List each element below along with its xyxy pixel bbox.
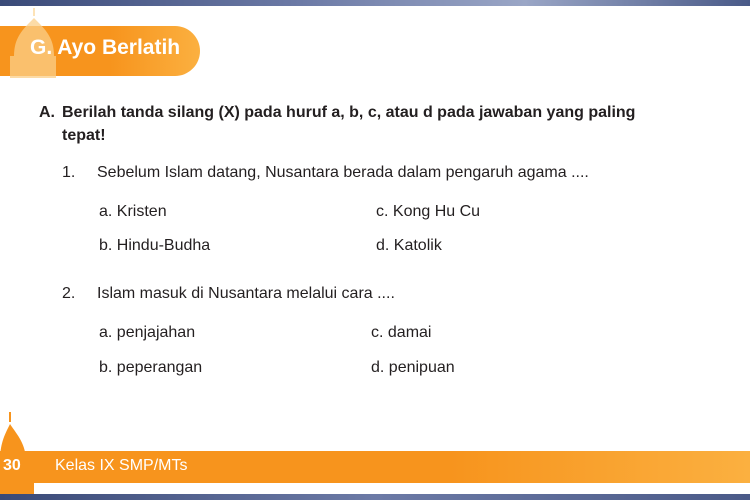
top-border-strip: [0, 0, 750, 6]
question-1-option-b: b. Hindu-Budha: [99, 237, 211, 254]
instruction-text: Berilah tanda silang (X) pada huruf a, b, c, atau d pada jawaban yang paling tepat!: [62, 104, 636, 144]
instruction-letter: A.: [39, 104, 55, 121]
question-2-option-b: b. peperangan: [99, 359, 203, 376]
question-1-text: Sebelum Islam datang, Nusantara berada dalam pengaruh agama ....: [97, 164, 589, 181]
question-1-number: 1.: [62, 164, 76, 181]
question-1-option-a: a. Kristen: [99, 203, 167, 220]
question-2-number: 2.: [62, 285, 76, 302]
question-2-option-c: c. damai: [371, 324, 432, 341]
question-1-option-c: c. Kong Hu Cu: [376, 203, 481, 220]
question-2-option-a: a. penjajahan: [99, 324, 196, 341]
page-number: 30: [3, 457, 21, 474]
question-2-text: Islam masuk di Nusantara melalui cara ....: [97, 285, 395, 302]
question-1-option-d: d. Katolik: [376, 237, 442, 254]
bottom-border-strip: [0, 494, 750, 500]
section-title: G. Ayo Berlatih: [30, 36, 181, 59]
mosque-dome-icon: [0, 412, 48, 494]
footer-book-label: Kelas IX SMP/MTs: [55, 457, 188, 474]
question-2-option-d: d. penipuan: [371, 359, 455, 376]
